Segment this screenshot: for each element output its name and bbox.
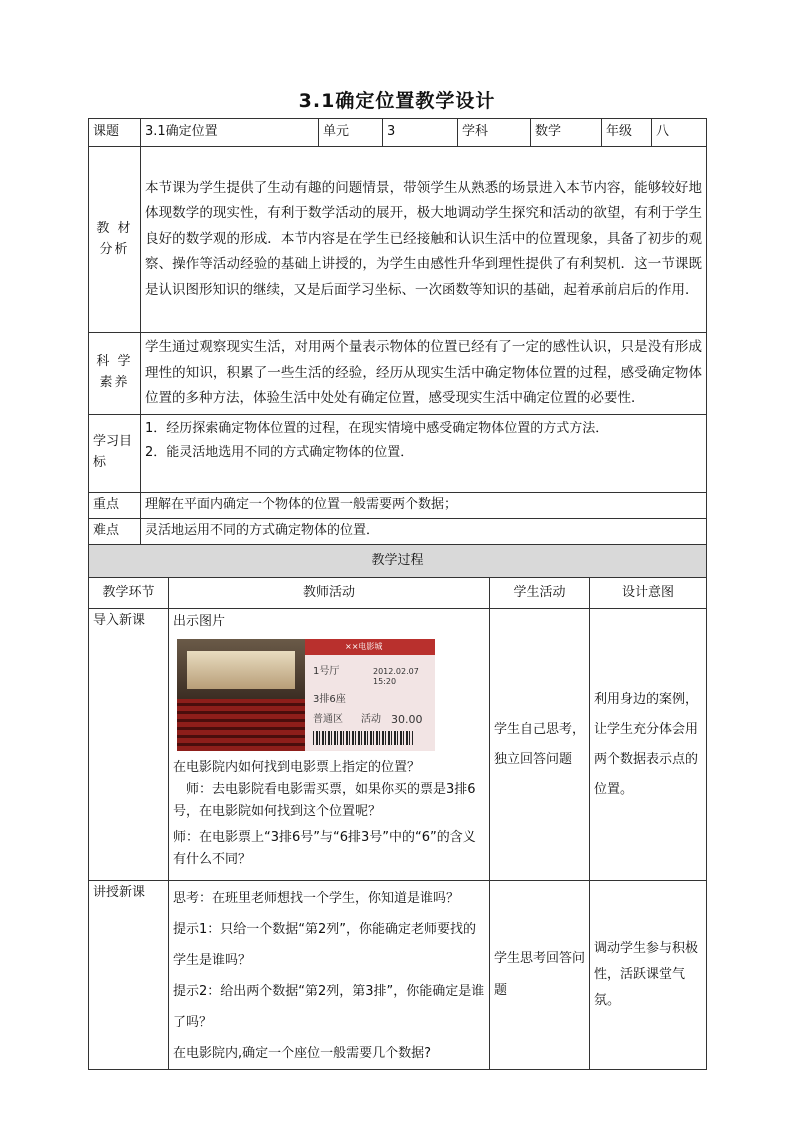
header-student: 学生活动 (490, 578, 590, 609)
grade-value: 八 (652, 119, 707, 147)
ticket-zone: 普通区 (313, 714, 343, 725)
header-stage: 教学环节 (89, 578, 169, 609)
ticket-hall: 1号厅 (313, 666, 340, 677)
ticket-price: 30.00 (391, 713, 423, 726)
topic-label: 课题 (89, 119, 141, 147)
goal-item: 2．能灵活地选用不同的方式确定物体的位置． (145, 444, 414, 460)
teacher-line: 提示2：给出两个数据“第2列，第3排”，你能确定是谁了吗？ (173, 984, 485, 1030)
teacher-line: 思考：在班里老师想找一个学生，你知道是谁吗？ (173, 891, 460, 906)
ticket-time: 15:20 (373, 677, 397, 686)
ticket-event: 活动 (361, 714, 381, 725)
student-activity-intro: 学生自己思考，独立回答问题 (490, 609, 590, 881)
literacy-label: 科 学素养 (89, 333, 141, 415)
key-point-text: 理解在平面内确定一个物体的位置一般需要两个数据； (141, 492, 707, 518)
cinema-ticket-image (177, 639, 435, 751)
teacher-line: 师：在电影票上“3排6号”与“6排3号”中的“6”的含义有什么不同？ (173, 830, 476, 867)
document-title: 3.1确定位置教学设计 (298, 90, 496, 112)
teacher-line: 师：去电影院看电影需买票，如果你买的票是3排6号，在电影院如何找到这个位置呢？ (173, 782, 476, 819)
info-table (88, 118, 707, 545)
subject-label: 学科 (458, 119, 531, 147)
goals-list (141, 414, 707, 492)
header-teacher: 教师活动 (169, 578, 490, 609)
key-point-label: 重点 (89, 492, 141, 518)
goals-label: 学习目标 (89, 414, 141, 492)
process-title: 教学过程 (89, 545, 707, 578)
cinema-hall-photo (177, 639, 305, 751)
difficulty-label: 难点 (89, 518, 141, 544)
teacher-activity-intro (169, 609, 490, 881)
barcode-icon (313, 731, 413, 745)
teacher-line: 提示1：只给一个数据“第2列”，你能确定老师要找的学生是谁吗？ (173, 922, 477, 968)
unit-label: 单元 (319, 119, 383, 147)
grade-label: 年级 (602, 119, 652, 147)
ticket-date: 2012.02.07 (373, 667, 419, 676)
intent-intro: 利用身边的案例，让学生充分体会用两个数据表示点的位置。 (590, 609, 707, 881)
movie-ticket (305, 639, 435, 751)
goal-item: 1．经历探索确定物体位置的过程，在现实情境中感受确定物体位置的方式方法． (145, 420, 609, 436)
intent-lecture: 调动学生参与积极性，活跃课堂气氛。 (590, 881, 707, 1070)
student-activity-lecture: 学生思考回答问题 (490, 881, 590, 1070)
unit-value: 3 (383, 119, 458, 147)
topic-value: 3.1确定位置 (141, 119, 319, 147)
teacher-activity-lecture (169, 881, 490, 1070)
stage-intro: 导入新课 (89, 609, 169, 881)
stage-lecture: 讲授新课 (89, 881, 169, 1070)
teacher-line: 在电影院内,确定一个座位一般需要几个数据? (173, 1046, 432, 1061)
subject-value: 数学 (531, 119, 602, 147)
header-intent: 设计意图 (590, 578, 707, 609)
process-table (88, 544, 707, 1070)
analysis-text: 本节课为学生提供了生动有趣的问题情景，带领学生从熟悉的场景进入本节内容，能够较好地体现数学的现实性，有利于数学活动的展开，极大地调动学生探究和活动的欲望，有利于学生良好的数学观的形成．本节内容是在学生已经接触和认识生活中的位置现象，具备了初步的观察、操作等活动经验的基础上讲授的，为学生由感性升华到理性提供了有利契机．这一节课既是认识图形知识的继续，又是后面学习坐标、一次函数等知识的基础，起着承前启后的作用． (141, 147, 707, 333)
ticket-seat: 3排6座 (313, 694, 346, 705)
difficulty-text: 灵活地运用不同的方式确定物体的位置． (141, 518, 707, 544)
ticket-cinema-name: ××电影城 (305, 639, 435, 655)
show-picture-text: 出示图片 (173, 614, 226, 629)
literacy-text: 学生通过观察现实生活，对用两个量表示物体的位置已经有了一定的感性认识，只是没有形成理性的知识，积累了一些生活的经验，经历从现实生活中确定物体位置的过程，感受确定物体位置的多种方法，体验生活中处处有确定位置，感受现实生活中确定位置的必要性． (141, 333, 707, 415)
analysis-label: 教 材分析 (89, 147, 141, 333)
teacher-line: 在电影院内如何找到电影票上指定的位置？ (173, 760, 421, 775)
